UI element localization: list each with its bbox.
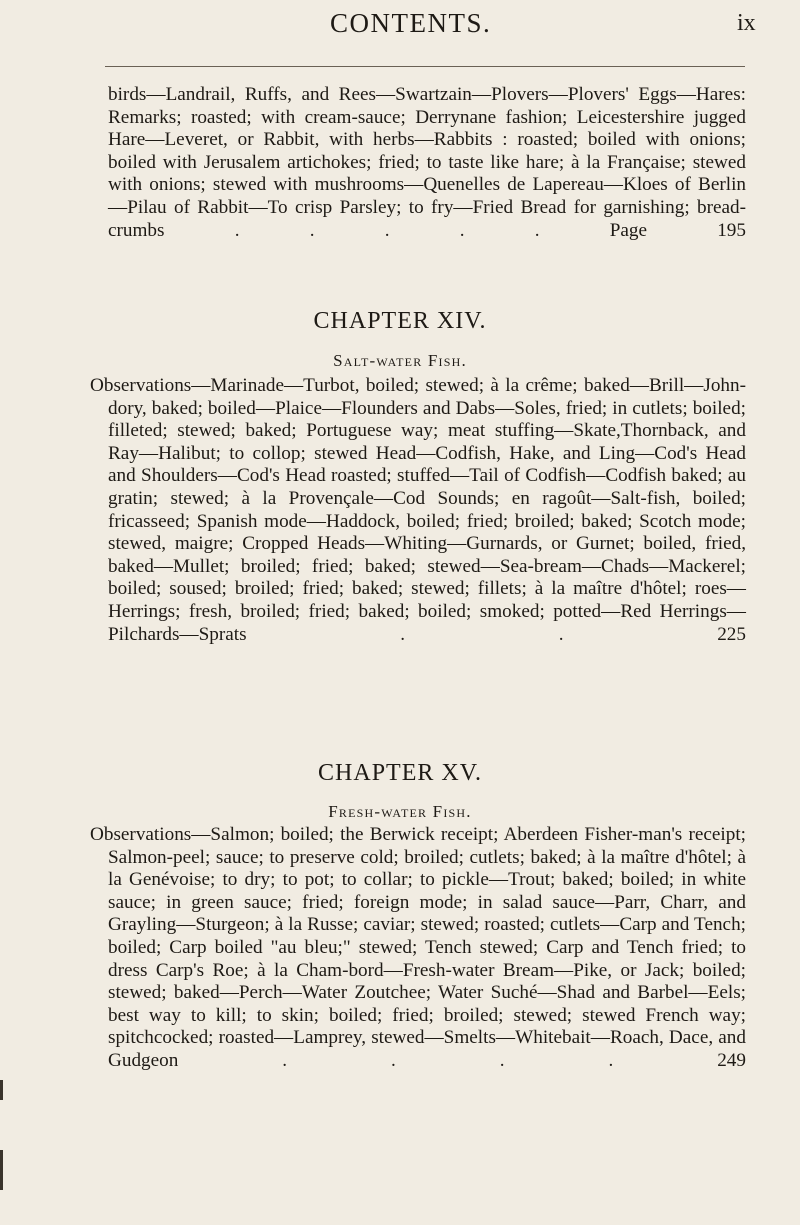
chapter-15-heading: CHAPTER XV. <box>318 760 482 786</box>
running-head <box>0 4 800 52</box>
chapter-15-subheading: Fresh-water Fish. <box>328 802 472 821</box>
birds-entry: birds—Landrail, Ruffs, and Rees—Swartzain—Plovers—Plovers' Eggs—Hares: Remarks; roasted; with cream-sauce; Derrynane fashion; Leicestershire jugged Hare—Leveret, or Rabbit, with herbs—Rabbits : roasted; boiled with onions; boiled with Jerusalem artichokes; fried; to taste like hare; à la Française; stewed with onions; stewed with mushrooms—Quenelles de Lapereau—Kloes of Berlin—Pilau of Rabbit—To crisp Parsley; to fry—Fried Bread for garnishing; bread-crumbs . . . . . Page 195 <box>108 84 746 241</box>
margin-mark <box>0 1080 3 1100</box>
margin-mark <box>0 1150 3 1190</box>
chapter-14-entry: Observations—Marinade—Turbot, boiled; stewed; à la crême; baked—Brill—John-dory, baked; boiled—Plaice—Flounders and Dabs—Soles, fried; in cutlets; boiled; filleted; stewed; baked; Portuguese way; meat stuffing—Skate,Thornback, and Ray—Halibut; to collop; stewed Head—Codfish, Hake, and Ling—Cod's Head and Shoulders—Cod's Head roasted; stuffed—Tail of Codfish—Codfish baked; au gratin; stewed; à la Provençale—Cod Sounds; en ragoût—Salt-fish, boiled; fricasseed; Spanish mode—Haddock, boiled; fried; broiled; baked; Scotch mode; stewed, maigre; Cropped Heads—Whiting—Gurnards, or Gurnet; boiled, fried, baked—Mullet; broiled; fried; baked; stewed—Sea-bream—Chads—Mackerel; boiled; soused; broiled; fried; baked; stewed; fillets; à la maître d'hôtel; roes—Herrings; fresh, broiled; fried; baked; boiled; smoked; potted—Red Herrings—Pilchards—Sprats . . 225 <box>90 375 746 645</box>
chapter-14-heading: CHAPTER XIV. <box>313 308 487 334</box>
chapter-15-entry: Observations—Salmon; boiled; the Berwick receipt; Aberdeen Fisher-man's receipt; Salmon-peel; sauce; to preserve cold; broiled; cutlets; baked; à la maître d'hôtel; à la Genévoise; to dry; to pot; to collar; to pickle—Trout; baked; boiled; in white sauce; in green sauce; fried; foreign mode; in salad sauce—Parr, Charr, and Grayling—Sturgeon; à la Russe; caviar; stewed; roasted; cutlets—Carp and Tench; boiled; Carp boiled "au bleu;" stewed; Tench stewed; Carp and Tench fried; to dress Carp's Roe; à la Cham-bord—Fresh-water Bream—Pike, or Jack; boiled; stewed; baked—Perch—Water Zoutchee; Water Suché—Shad and Barbel—Eels; best way to kill; to skin; boiled; fried; broiled; stewed; stewed French way; spitchcocked; roasted—Lamprey, stewed—Smelts—Whitebait—Roach, Dace, and Gudgeon . . . . 249 <box>90 824 746 1071</box>
chapter-14-subheading: Salt-water Fish. <box>333 351 467 370</box>
running-head-title: CONTENTS. <box>330 8 492 38</box>
header-rule <box>105 66 745 67</box>
page-number: ix <box>737 10 756 36</box>
